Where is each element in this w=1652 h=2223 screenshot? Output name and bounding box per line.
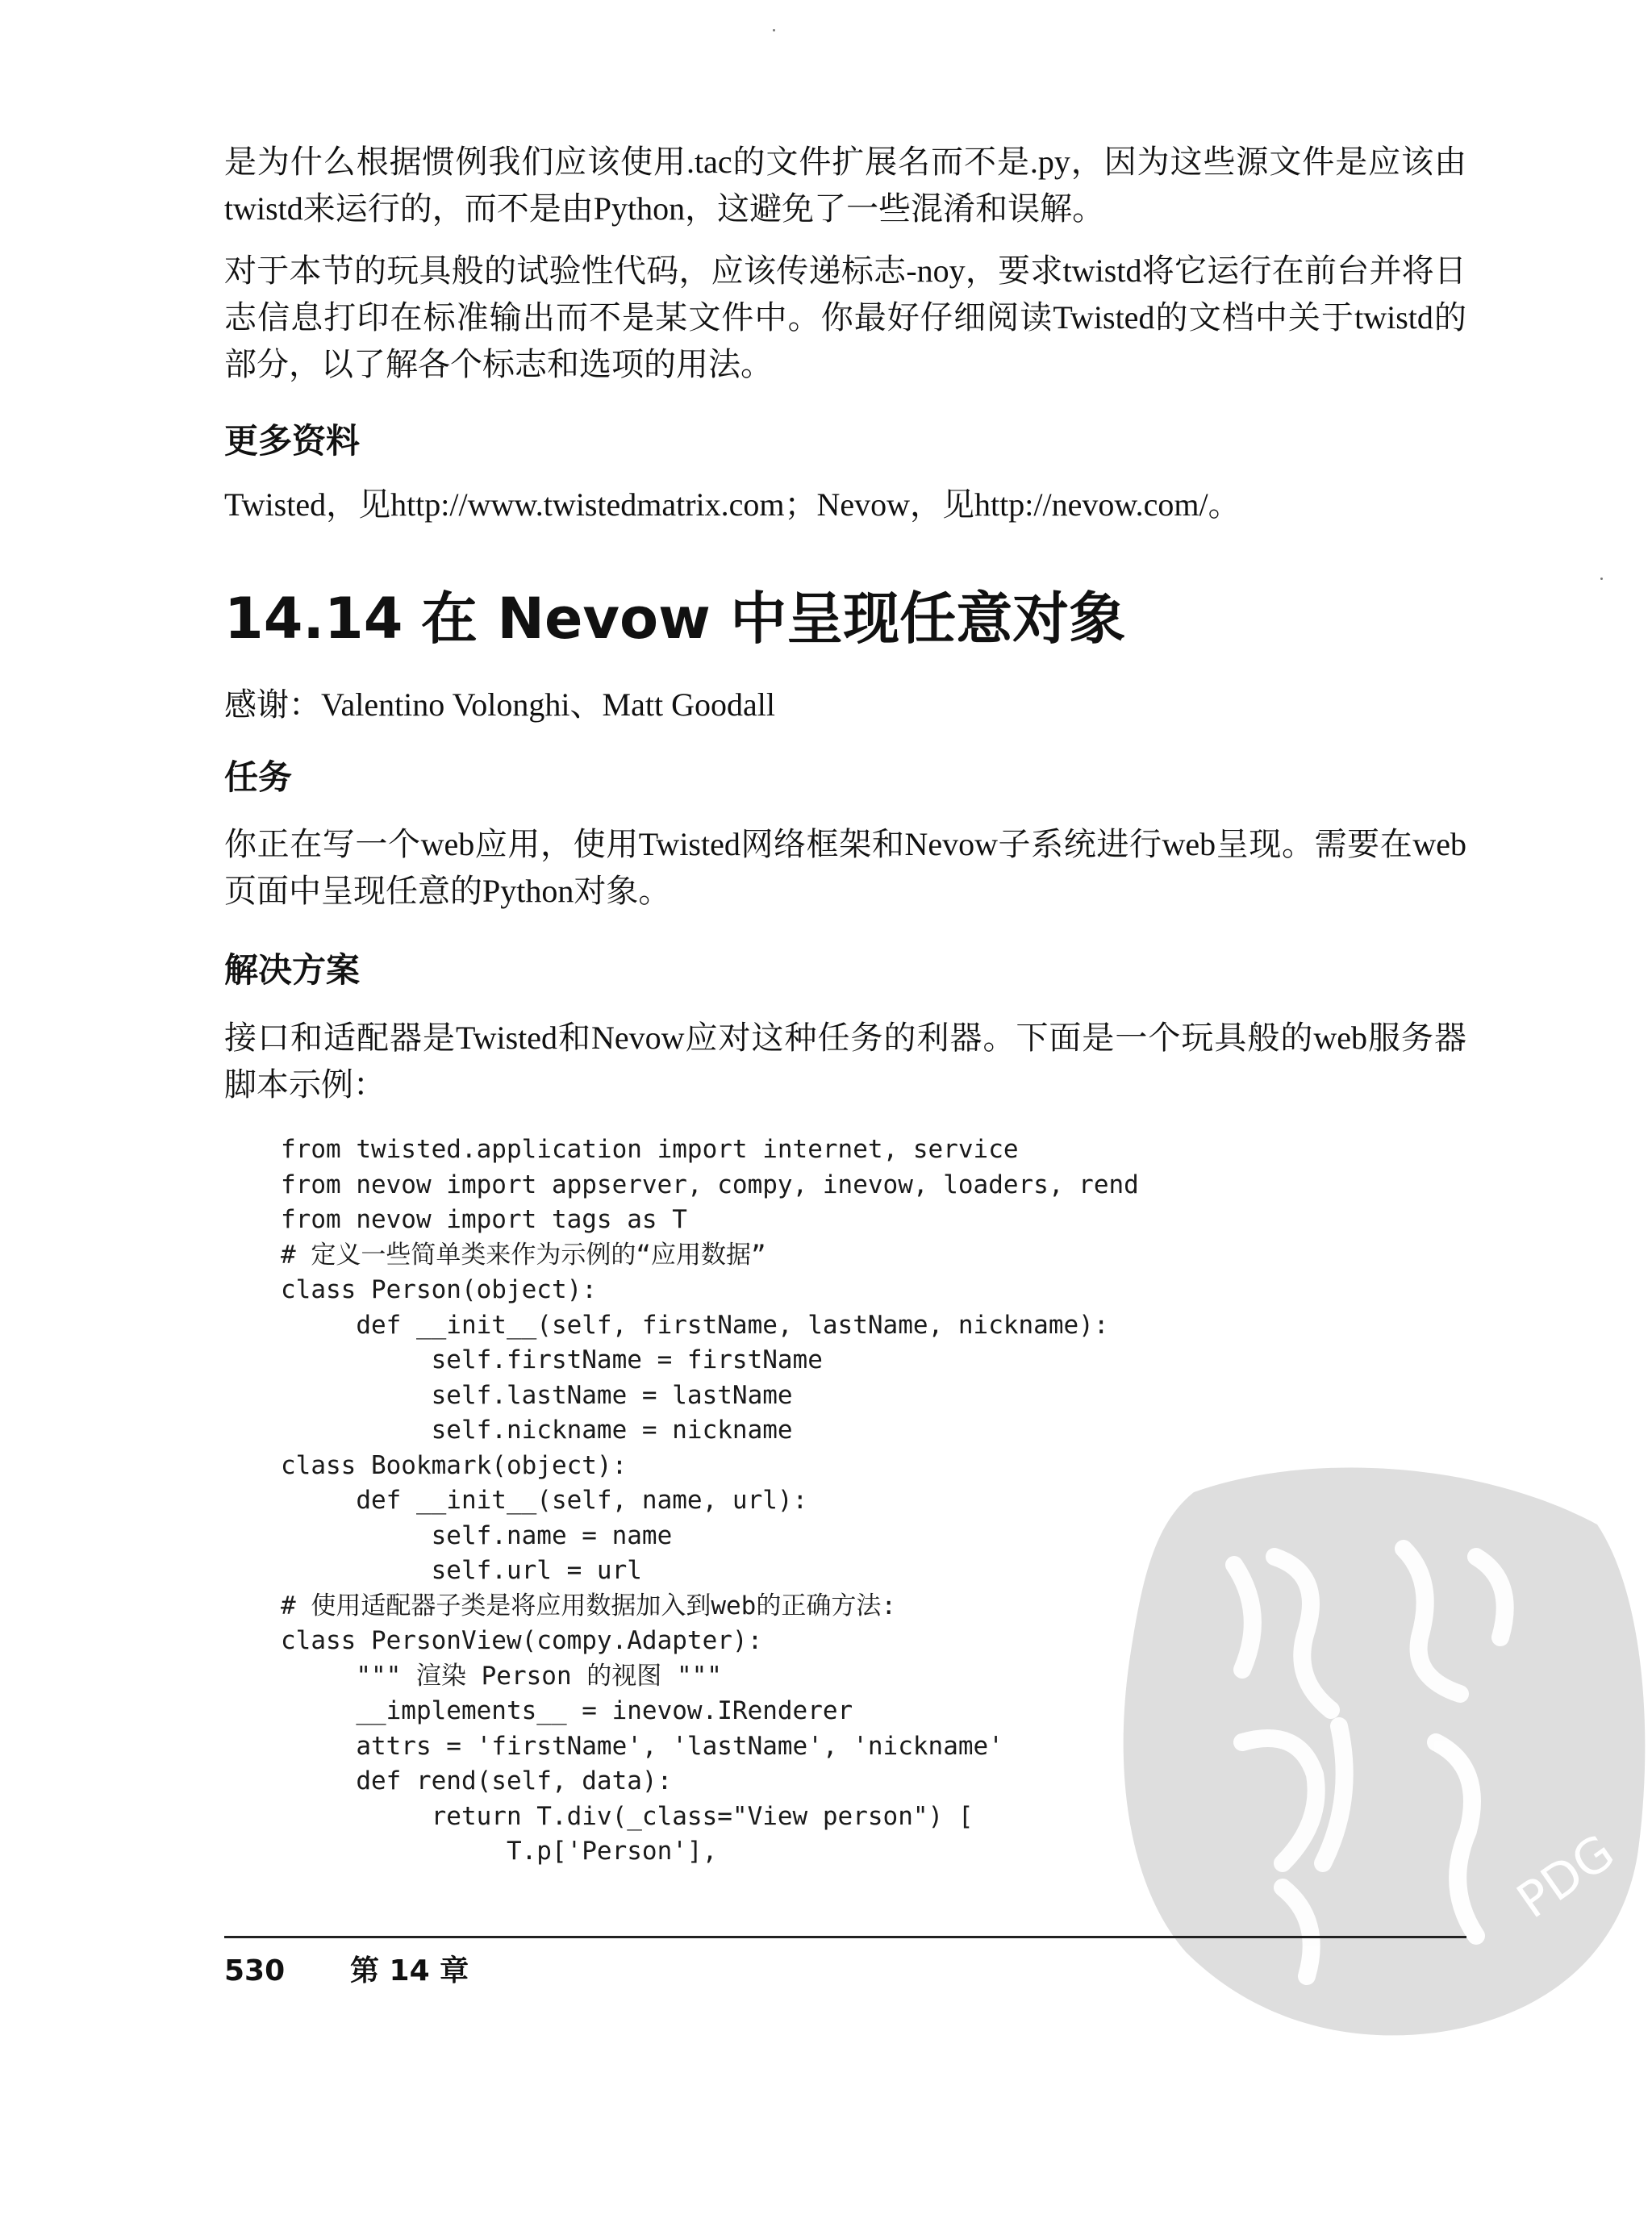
solution-text: 接口和适配器是Twisted和Nevow应对这种任务的利器。下面是一个玩具般的web服务器脚本示例： [224, 1020, 1466, 1103]
page-number: 530 [224, 1954, 286, 1987]
task-text: 你正在写一个web应用，使用Twisted网络框架和Nevow子系统进行web呈现。需要在web页面中呈现任意的Python对象。 [224, 826, 1466, 909]
noy-flag-paragraph: 对于本节的玩具般的试验性代码，应该传递标志-noy，要求twistd将它运行在前台并将日志信息打印在标准输出而不是某文件中。你最好仔细阅读Twisted的文档中关于twistd的部分，以了解各个标志和选项的用法。 [224, 252, 1466, 382]
scan-speck [773, 29, 775, 31]
section-number: 14.14 [224, 586, 403, 652]
watermark-label: PDG [1507, 1824, 1625, 1930]
task-heading: 任务 [224, 757, 293, 797]
solution-heading: 解决方案 [224, 950, 361, 990]
chapter-label: 第 14 章 [350, 1954, 469, 1987]
scan-speck [1600, 578, 1603, 580]
more-info-text: Twisted，见http://www.twistedmatrix.com；Nevow，见http://nevow.com/。 [224, 486, 1241, 523]
section-title-text: 在 Nevow 中呈现任意对象 [421, 586, 1126, 652]
code-listing: from twisted.application import internet, service from nevow import appserver, compy, inevow, loaders, rend from nevow import tags as T # 定义一些简单类来作为示例的“应用数据” class Person(object): def __init__(self, firstName, lastName, nickname): self.firstName = firstName self.lastName = lastName self.nickname = nickname class Bookmark(object): def __init__(self, name, url): self.name = name self.url = url # 使用适配器子类是将应用数据加入到web的正确方法: class PersonView(compy.Adapter): """ 渲染 Person 的视图 """ __implements__ = inevow.IRenderer attrs = 'firstName', 'lastName', 'nickname' def rend(self, data): return T.div(_class="View person") [ T.p['Person'], [281, 1135, 1139, 1866]
more-info-heading: 更多资料 [224, 421, 361, 461]
footer-rule [224, 1936, 1466, 1938]
section-title [224, 582, 1125, 655]
watermark-stamp [1097, 1436, 1652, 2049]
tac-extension-paragraph: 是为什么根据惯例我们应该使用.tac的文件扩展名而不是.py，因为这些源文件是应该由twistd来运行的，而不是由Python，这避免了一些混淆和误解。 [224, 144, 1466, 227]
section-credit: 感谢：Valentino Volonghi、Matt Goodall [224, 686, 775, 723]
